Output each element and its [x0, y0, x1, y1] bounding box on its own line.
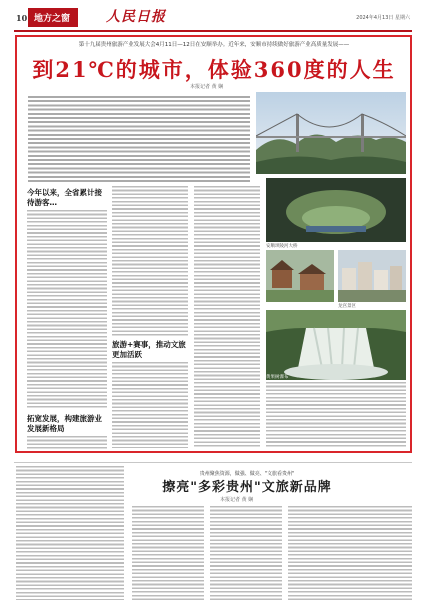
feature-kicker: 第十九届贵州旅游产业发展大会4月11日—12日在安顺举办。近年来，安顺市持续做好旅游产业高质量发展——: [78, 42, 350, 48]
feature-byline: 本报记者 黄 娴: [190, 84, 224, 90]
feature-headline: 到21℃的城市，体验360度的人生: [32, 57, 396, 82]
page-number: 10: [16, 13, 28, 23]
bottom-kicker: 贵州聚焦资源，做强、做亮、"文旅看贵州": [199, 471, 295, 477]
town-photo-art: [338, 250, 406, 302]
newspaper-brand: 人民日报: [106, 9, 166, 25]
section-divider: [14, 462, 412, 463]
village-photo-art: [266, 250, 334, 302]
cave-photo: [266, 178, 406, 242]
village-photo: [266, 250, 334, 302]
photo-caption-3: 黄果树瀑布: [266, 375, 289, 380]
bridge-photo-art: [256, 92, 406, 174]
bottom-byline: 本报记者 黄 娴: [220, 497, 254, 503]
middle-column-text: [112, 186, 188, 336]
photo-caption-2: 龙宫景区: [338, 304, 356, 309]
middle-column-text-2: [112, 362, 188, 448]
intro-text-block: [28, 96, 250, 182]
left-column-text: [27, 210, 107, 410]
third-column-text: [194, 186, 260, 448]
masthead-rule: [14, 30, 412, 32]
left-column-subhead-2: 拓宽发展，构建旅游业发展新格局: [27, 414, 102, 433]
town-photo: [338, 250, 406, 302]
bottom-column-2: [210, 506, 282, 600]
bridge-photo: [256, 92, 406, 174]
left-column-subhead: 今年以来，全省累计接待游客…: [27, 188, 102, 207]
bottom-column-3: [288, 506, 412, 600]
bottom-headline: 擦亮"多彩贵州"文旅新品牌: [162, 480, 332, 495]
masthead: [14, 7, 412, 29]
bottom-column-1: [132, 506, 204, 600]
photo-caption-1: 安顺坝陵河大桥: [266, 244, 298, 249]
right-column-text: [266, 382, 406, 448]
waterfall-photo: [266, 310, 406, 380]
left-column-text-2: [27, 436, 107, 450]
cave-photo-art: [266, 178, 406, 242]
column-name: 地方之窗: [28, 8, 78, 27]
middle-column-subhead: 旅游+赛事，推动文旅更加活跃: [112, 340, 186, 359]
waterfall-photo-art: [266, 310, 406, 380]
date-line: 2024年4月13日 星期六: [356, 15, 410, 21]
bottom-left-text: [16, 466, 124, 600]
